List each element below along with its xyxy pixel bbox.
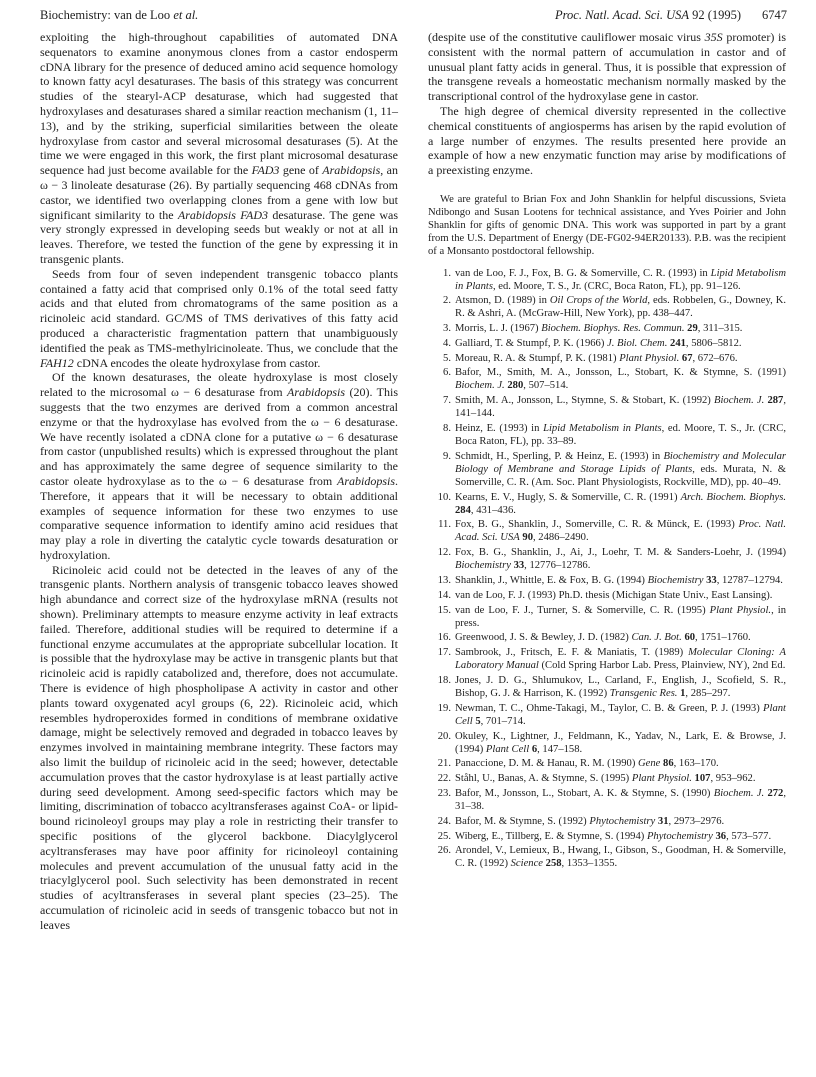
reference-number: 18. [437,675,451,687]
reference-text [455,352,786,365]
reference-number: 17. [437,647,451,659]
reference-text [455,730,786,756]
reference-item [428,352,786,365]
bold-text: 33 [513,560,525,572]
reference-text [455,491,786,517]
reference-item [428,574,786,587]
italic-text: Plant Physiol. [709,604,772,616]
text-run: Atsmon, D. (1989) in [455,295,550,307]
bold-text: 258 [545,858,562,870]
reference-text [455,702,786,728]
text-run: , 5806–5812. [685,337,742,349]
reference-text [455,574,786,587]
reference-item [428,646,786,672]
text-run: Galliard, T. & Stumpf, P. K. (1966) [455,337,608,349]
reference-number: 24. [437,815,451,827]
reference-text [455,646,786,672]
bold-text: 86 [663,758,674,770]
text-run: Sambrook, J., Fritsch, E. F. & Maniatis, T. (1989) [455,647,689,659]
reference-text [455,815,786,828]
bold-text: 33 [706,575,717,587]
body-paragraph [428,30,786,104]
reference-number: 14. [437,589,451,601]
text-run: Arondel, V., Lemieux, B., Hwang, I., Gibson, S., Goodman, H. & Somerville, C. R. (1992) [455,845,786,870]
reference-item [428,787,786,813]
acknowledgments: We are grateful to Brian Fox and John Shanklin for helpful discussions, Svieta Ndibongo and Susan Lootens for technical assistance, and Yves Poirier and John Shanklin for gifts of genomic DNA. This work was supported in part by a grant from the U.S. Department of Energy (DE-FG02-94ER20133). P.B. was the recipient of a Monsanto postdoctoral fellowship. [428,193,786,257]
text-run: (20). This suggests that the two enzymes are derived from a common ancestral enzyme or that the hydroxylase has evolved from the ω − 6 desaturase. We have recently isolated a cDNA clone for a putative ω − 6 desaturase from castor (unpublished results) which is expressed throughout the plant and has approximately the same degree of sequence similarity to the castor oleate hydroxylase as to the ω − 6 desaturase from [40,385,398,488]
text-run: Smith, M. A., Jonsson, L., Stymne, S. & Stobart, K. (1992) [455,395,715,407]
text-run: Fox, B. G., Shanklin, J., Ai, J., Loehr, T. M. & Sanders-Loehr, J. (1994) [455,547,786,559]
italic-text: Biochemistry [455,560,511,572]
bold-text: 5 [475,715,481,727]
reference-number: 4. [443,337,451,349]
text-run: , 701–714. [480,715,526,727]
reference-text [455,422,786,448]
reference-text [455,772,786,785]
text-run: , 573–577. [726,830,772,842]
text-run: Kearns, E. V., Hugly, S. & Somerville, C. R. (1991) [455,491,681,503]
text-run: , 31–38. [455,788,786,813]
bold-text: 31 [657,815,669,827]
italic-text: Lipid Metabolism in Plants [543,423,662,435]
text-run: van de Loo, F. J. (1993) Ph.D. thesis (Michigan State Univ., East Lansing). [455,589,773,601]
text-run: , 2973–2976. [668,815,725,827]
text-run: Shanklin, J., Whittle, E. & Fox, B. G. (1994) [455,575,648,587]
reference-item [428,757,786,770]
reference-item [428,604,786,630]
reference-text [455,844,786,870]
text-run: , an ω − 3 linoleate desaturase (26). By partially sequencing 468 cDNAs from castor, we identified two overlapping clones from a gene with low but significant similarity to the [40,163,398,222]
text-run: Greenwood, J. S. & Bewley, J. D. (1982) [455,632,632,644]
text-run: Seeds from four of seven independent transgenic tobacco plants contained a fatty acid that comprised only 0.1% of the total seed fatty acids and that eluted from chromatograms of the same position as a ricinoleic acid standard. GC/MS of TMS derivatives of this fatty acid produced a characteristic fragmentation pattern that unambiguously identified the peak as TMS-methylricinoleate. Thus, we conclude that the [40,266,398,355]
text-run: Jones, J. D. G., Shlumukov, L., Carland, F., English, J., Scofield, S. R., Bishop, G. J. & Harrison, K. (1992) [455,675,786,700]
text-run: Okuley, K., Lightner, J., Feldmann, K., Yadav, N., Lark, E. & Browse, J. (1994) [455,730,786,755]
text-run: , 2486–2490. [532,532,589,544]
reference-text [455,787,786,813]
reference-number: 19. [437,702,451,714]
reference-number: 3. [443,323,451,335]
text-run: Schmidt, H., Sperling, P. & Heinz, E. (1993) in [455,450,664,462]
italic-text: Biochem. J. [455,380,505,392]
bold-text: 6 [531,743,538,755]
text-run: , 1353–1355. [561,858,618,870]
reference-item [428,450,786,489]
running-head [40,8,198,23]
text-run: , in press. [455,604,786,629]
text-run: , 507–514. [523,380,569,392]
page-number: 6747 [762,8,787,22]
reference-item [428,815,786,828]
reference-item [428,702,786,728]
italic-text: Arabidopsis FAD3 [177,207,269,222]
reference-number: 2. [443,295,451,307]
reference-text [455,546,786,572]
text-run: , 12776–12786. [524,560,591,572]
reference-item [428,294,786,320]
reference-text [455,518,786,544]
reference-number: 11. [438,519,451,531]
reference-text [455,366,786,392]
reference-item [428,730,786,756]
reference-text [455,830,786,843]
italic-text: J. Biol. Chem. [607,337,668,349]
reference-text [455,294,786,320]
bold-text: 36 [715,830,727,842]
text-run: 92 (1995) [689,8,742,22]
text-run: Newman, T. C., Ohme-Takagi, M., Taylor, C. B. & Green, P. J. (1993) [455,702,764,714]
reference-list [428,267,786,871]
italic-text: Plant Cell [455,702,786,727]
reference-number: 12. [437,547,451,559]
text-run: Panaccione, D. M. & Hanau, R. M. (1990) [455,758,639,770]
reference-number: 25. [437,830,451,842]
text-run: exploiting the high-throughout capabilities of automated DNA sequenators to examine anonymous clones from a castor endosperm cDNA library for the presence of deduced amino acid sequence homology to known fatty acyl desaturases. The basis of this strategy was concurrent studies of the stearyl-ACP desaturase, which had suggested that hydroxylases and desaturases shared a similar reaction mechanism (1, 11–13), and by the striking, superficial similarities between the oleate hydroxylase from castor and several microsomal desaturases (5). At the time we were engaged in this work, the first plant microsomal desaturase sequence had just become available for the [40,30,398,178]
text-run: , eds. Murata, N. & Somerville, C. R. (Am. Soc. Plant Physiologists, Rockville, MD), pp. 40–49. [455,463,786,488]
text-run: Of the known desaturases, the oleate hydroxylase is most closely related to the microsomal ω − 6 desaturase from [40,370,398,400]
text-run: cDNA encodes the oleate hydroxylase from castor. [73,355,321,370]
reference-text [455,631,786,644]
reference-number: 15. [437,604,451,616]
reference-number: 9. [443,450,451,462]
bold-text: 29 [687,323,698,335]
reference-text [455,267,786,293]
text-run: , 147–158. [537,743,583,755]
text-run: (despite use of the constitutive cauliflower mosaic virus [428,30,705,44]
reference-number: 6. [443,367,451,379]
reference-item [428,772,786,785]
reference-number: 23. [437,788,451,800]
text-run: , 672–676. [692,352,738,364]
bold-text: 107 [694,773,711,785]
reference-text [455,589,786,602]
italic-text: Plant Cell [485,743,530,755]
reference-number: 10. [437,491,451,503]
italic-text: Phytochemistry [646,830,713,842]
reference-number: 22. [437,773,451,785]
italic-text: 35S [704,30,723,44]
reference-text [455,450,786,489]
reference-item [428,491,786,517]
bold-text: 60 [684,632,696,644]
bold-text: 1 [680,688,686,700]
reference-text [455,322,786,335]
italic-text: Arabidopsis [287,385,346,400]
text-run: Bafor, M., Jonsson, L., Stobart, A. K. & Stymne, S. (1990) [455,788,714,800]
italic-text: Science [510,858,543,870]
reference-number: 1. [443,267,451,279]
text-run: , 141–144. [455,395,786,420]
reference-text [455,757,786,770]
italic-text: Phytochemistry [589,815,656,827]
body-paragraph [40,30,398,267]
text-run: , 1751–1760. [695,632,751,644]
text-run: Bafor, M., Smith, M. A., Jonsson, L., Stobart, K. & Stymne, S. (1991) [455,367,786,379]
left-column [40,30,398,933]
bold-text: 280 [507,380,524,392]
text-run: gene of [279,163,323,178]
reference-item [428,366,786,392]
italic-text: Arch. Biochem. Biophys. [680,491,786,503]
body-paragraph [40,370,398,562]
reference-item [428,337,786,350]
bold-text: 67 [681,352,693,364]
bold-text: 90 [522,532,533,544]
italic-text: Biochem. Biophys. Res. Commun. [541,323,685,335]
reference-item [428,674,786,700]
text-run: Heinz, E. (1993) in [455,423,544,435]
text-run: desaturase. The gene was very strongly expressed in developing seeds but weakly or not at all in leaves. Therefore, we tested the function of the gene by expressing it in transgenic plants. [40,207,398,266]
italic-text: Plant Physiol. [631,773,692,785]
reference-number: 5. [443,352,451,364]
reference-number: 21. [437,758,451,770]
text-run: , 311–315. [697,323,743,335]
body-paragraph: The high degree of chemical diversity represented in the collective chemical constituents of angiosperms has arisen by the rapid evolution of a large number of enzymes. The results presented here provide an example of how a new enzymatic function may arise by modifications of a preexisting enzyme. [428,103,786,178]
bold-text: 272 [767,788,784,800]
reference-item [428,830,786,843]
text-run: van de Loo, F. J., Turner, S. & Somerville, C. R. (1995) [455,604,710,616]
italic-text: Transgenic Res. [609,688,678,700]
text-run: van de Loo, F. J., Fox, B. G. & Somerville, C. R. (1993) in [455,267,711,279]
bold-text: 284 [455,504,471,516]
italic-text: Arabidopsis [336,473,395,488]
bold-text: 287 [767,395,784,407]
text-run: , 953–962. [710,773,756,785]
text-run: Morris, L. J. (1967) [455,323,542,335]
italic-text: Biochem. J. [714,395,765,407]
italic-text: Biochemistry [647,575,704,587]
italic-text: Lipid Metabolism in Plants [455,267,787,292]
italic-text: Biochem. J. [713,788,765,800]
text-run: . Therefore, it appears that it will be necessary to obtain additional examples of sequence information for these two enzymes to use comparative sequence information to identify amino acid residues that may play a role in diverting the catalytic cycle towards desaturation or hydroxylation. [40,473,398,562]
italic-text: Oil Crops of the World [549,295,648,307]
reference-number: 20. [437,730,451,742]
reference-item [428,546,786,572]
text-run: (Cold Spring Harbor Lab. Press, Plainview, NY), 2nd Ed. [538,660,786,672]
text-run: , eds. Robbelen, G., Downey, K. R. & Ashri, A. (McGraw-Hill, New York), pp. 438–447. [455,295,786,320]
text-run: , 12787–12794. [716,575,783,587]
text-run: promoter) is consistent with the normal pattern of accumulation in castor and of unusual plant fatty acids in general. Thus, it is possible that expression of the transgene reveals a homeostatic mechanism normally masked by the transcriptional control of the hydroxylase gene in castor. [428,30,786,104]
reference-number: 7. [443,395,451,407]
body-paragraph: Ricinoleic acid could not be detected in the leaves of any of the transgenic plants. Northern analysis of transgenic tobacco leaves showed high abundance and correct size of the hydroxylase mRNA (results not shown). Preliminary attempts to measure enzyme activity in leaf extracts failed. Therefore, additional studies will be required to determine if a functional enzyme accumulates at the appropriate subcellular location. It is possible that the hydroxylase may be active in transgenic plants but that ricinoleic acid is rapidly catabolized and, therefore, does not accumulate. There is evidence of high phospholipase A activity in castor and other plants toward oxygenated acyl groups (6, 22). Ricinoleic acid, which resembles hydroperoxides formed in conditions of membrane oxidative damage, might be selectively removed and degraded in tobacco leaves by enzymes involved in maintaining membrane integrity. These factors may also limit the buildup of ricinoleic acid in the seed; however, detectable accumulation proves that the castor hydroxylase is at least partially active during seed development. Among seed-specific factors which may be limiting, discrimination of tobacco acyltransferases against CoA- or lipid-bound ricinoleoyl groups may play a role in restricting their transfer to specific positions of the glycerol backbone. Diacylglycerol acyltransferases may have poor affinity for ricinoleoyl containing molecules and prevent accumulation of the unusual fatty acid in the triacylglycerol pool. Such selectivity has been demonstrated in recent studies of acyltransferases in several plant species (23–25). The accumulation of ricinoleic acid in seeds of transgenic tobacco but not in leaves [40,562,398,932]
text-run: Biochemistry: van de Loo [40,8,174,22]
reference-text [455,674,786,700]
italic-text: et al. [173,8,199,22]
text-run: , ed. Moore, T. S., Jr. (CRC, Boca Raton, FL), pp. 91–126. [492,280,741,292]
italic-text: Proc. Natl. Acad. Sci. USA [555,8,690,22]
italic-text: FAD3 [251,163,280,178]
text-run: , 163–170. [673,758,719,770]
reference-number: 13. [437,575,451,587]
reference-text [455,337,786,350]
reference-text [455,604,786,630]
reference-item [428,267,786,293]
text-run: , 431–436. [470,504,516,516]
reference-item [428,394,786,420]
reference-item [428,322,786,335]
italic-text: Arabidopsis [322,163,381,178]
reference-number: 26. [437,845,451,857]
italic-text: Gene [638,758,661,770]
reference-item [428,844,786,870]
reference-item [428,631,786,644]
italic-text: FAH12 [40,355,74,370]
text-run: , ed. Moore, T. S., Jr. (CRC, Boca Raton, FL), pp. 33–89. [455,423,787,448]
reference-number: 8. [443,423,451,435]
body-paragraph [40,267,398,371]
italic-text: Molecular Cloning: A Laboratory Manual [455,647,787,672]
italic-text: Plant Physiol. [619,352,680,364]
reference-item [428,589,786,602]
reference-item [428,422,786,448]
text-run: Fox, B. G., Shanklin, J., Somerville, C. R. & Münck, E. (1993) [455,519,739,531]
text-run: Bafor, M. & Stymne, S. (1992) [455,815,590,827]
right-column [428,30,786,872]
text-run: , 285–297. [685,688,731,700]
italic-text: Proc. Natl. Acad. Sci. USA [455,519,786,544]
reference-number: 16. [437,632,451,644]
text-run: Wiberg, E., Tillberg, E. & Stymne, S. (1994) [455,830,647,842]
reference-text [455,394,786,420]
text-run: Ståhl, U., Banas, A. & Stymne, S. (1995) [455,773,632,785]
reference-item [428,518,786,544]
text-run: Moreau, R. A. & Stumpf, P. K. (1981) [455,352,620,364]
italic-text: Can. J. Bot. [631,632,682,644]
italic-text: Biochemistry and Molecular Biology of Membrane and Storage Lipids of Plants [455,450,786,475]
bold-text: 241 [670,337,686,349]
journal-citation [555,8,741,23]
